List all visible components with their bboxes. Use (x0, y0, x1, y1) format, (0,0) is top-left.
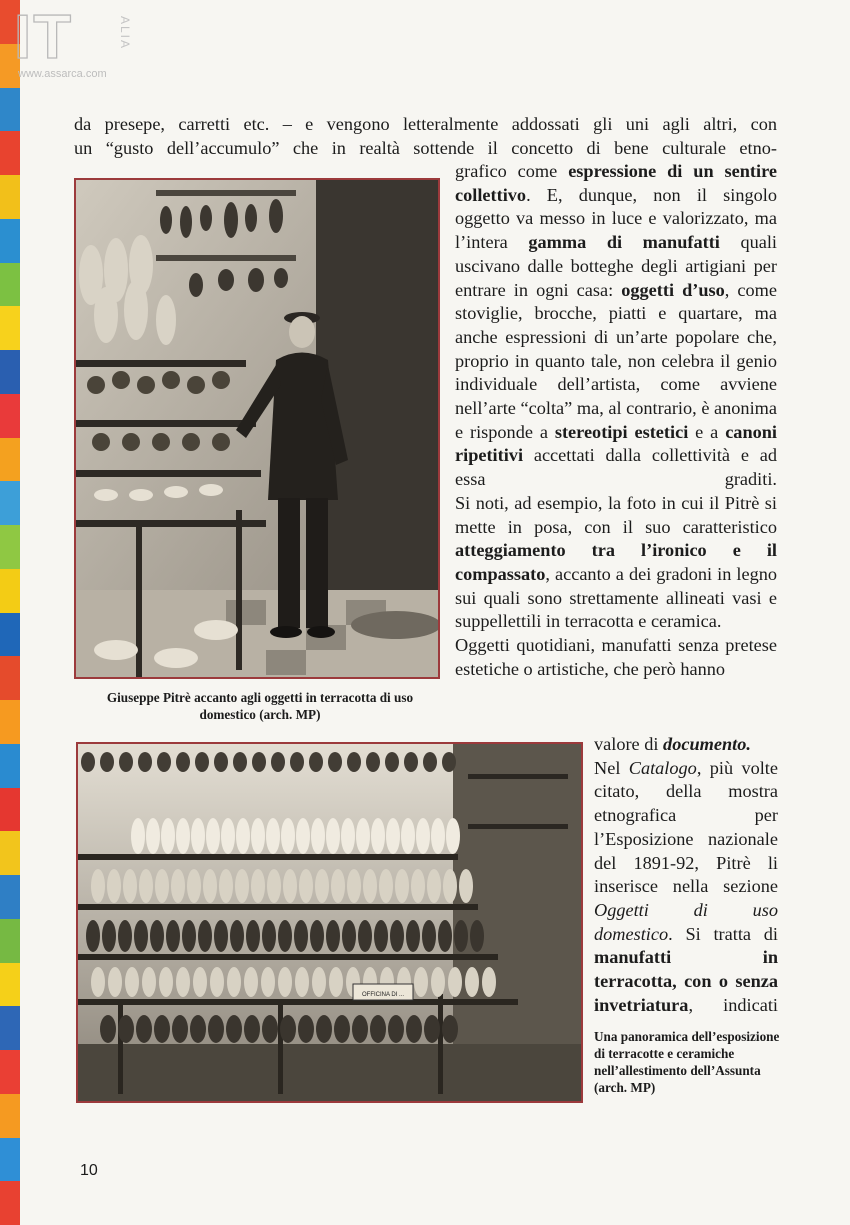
jug-shape (296, 818, 310, 854)
jug-shape (244, 967, 258, 997)
jug-shape (139, 869, 153, 903)
jug-shape (230, 920, 244, 952)
paragraph (455, 160, 777, 492)
paragraph (594, 733, 778, 757)
jug-shape (193, 967, 207, 997)
jug-shape (411, 869, 425, 903)
jug-shape (443, 869, 457, 903)
jug-shape (119, 752, 133, 772)
logo-url: www.assarca.com (18, 68, 107, 80)
jug-shape (470, 920, 484, 952)
paragraph-line: un “gusto dell’accumulo” che in realtà sottende il concetto di bene culturale etno- (74, 137, 777, 158)
jug-shape (208, 1015, 224, 1043)
jug-shape (401, 818, 415, 854)
jug-shape (251, 818, 265, 854)
jug-shape (482, 967, 496, 997)
jug-shape (100, 752, 114, 772)
site-logo[interactable] (14, 3, 132, 82)
jug-shape (423, 752, 437, 772)
jug-shape (176, 967, 190, 997)
jug-shape (210, 967, 224, 997)
jug-shape (358, 920, 372, 952)
color-strip-segment (0, 1094, 20, 1138)
jug-shape (299, 869, 313, 903)
text-block-right-column (455, 160, 777, 681)
color-strip-segment (0, 219, 20, 263)
jug-shape (326, 818, 340, 854)
jug-shape (416, 818, 430, 854)
jug-shape (155, 869, 169, 903)
jug-shape (278, 967, 292, 997)
bold-text: manufatti in terracotta, con o senza invetriatura (594, 947, 778, 1015)
jug-shape (386, 818, 400, 854)
paragraph (455, 492, 777, 634)
color-strip-segment (0, 963, 20, 1007)
text-run: e a (688, 421, 726, 442)
jug-shape (295, 967, 309, 997)
jug-shape (379, 869, 393, 903)
jug-shape (334, 1015, 350, 1043)
jug-shape (267, 869, 281, 903)
jug-shape (246, 920, 260, 952)
jug-shape (138, 752, 152, 772)
color-strip-segment (0, 175, 20, 219)
jug-shape (262, 920, 276, 952)
italic-text: Oggetti di uso domestico (594, 899, 778, 944)
jug-shape (404, 752, 418, 772)
jug-shape (172, 1015, 188, 1043)
text-run: grafico come (455, 161, 569, 181)
color-strip-segment (0, 525, 20, 569)
jug-shape (150, 920, 164, 952)
bold-text: gamma di manufatti (528, 232, 720, 253)
jug-shape (261, 967, 275, 997)
text-run: Si noti, ad esempio, la foto in cui il Pitrè si mette in posa, con il suo caratteristico (455, 492, 777, 537)
jug-shape (315, 869, 329, 903)
jug-shape (370, 1015, 386, 1043)
color-strip-segment (0, 1006, 20, 1050)
color-strip-segment (0, 875, 20, 919)
jug-shape (388, 1015, 404, 1043)
jug-shape (347, 869, 361, 903)
color-strip-segment (0, 88, 20, 132)
jug-shape (91, 967, 105, 997)
jug-shape (182, 920, 196, 952)
color-strip-segment (0, 919, 20, 963)
color-strip-segment (0, 306, 20, 350)
color-strip-segment (0, 700, 20, 744)
color-strip (0, 0, 20, 1225)
jug-shape (219, 869, 233, 903)
text-block-bottom-right (594, 733, 778, 1017)
color-strip-segment (0, 1138, 20, 1182)
jug-shape (100, 1015, 116, 1043)
jug-shape (107, 869, 121, 903)
jug-shape (244, 1015, 260, 1043)
jug-shape (342, 920, 356, 952)
jug-shape (271, 752, 285, 772)
text-run: quali uscivano dalle botteghe degli artigiani per entrare in ogni casa: (455, 232, 777, 300)
photo-illustration (76, 180, 438, 677)
jug-shape (431, 818, 445, 854)
jug-shape (154, 1015, 170, 1043)
bold-text: atteggiamento tra l’ironico e il compassato (455, 540, 777, 584)
jug-shape (108, 967, 122, 997)
jug-shape (395, 869, 409, 903)
jug-shape (221, 818, 235, 854)
jug-shape (371, 818, 385, 854)
text-run: . Si tratta di (668, 923, 778, 944)
color-strip-segment (0, 744, 20, 788)
jug-shape (448, 967, 462, 997)
jug-shape (280, 1015, 296, 1043)
jug-shape (341, 818, 355, 854)
italic-text: Catalogo (628, 757, 697, 778)
jug-shape (102, 920, 116, 952)
jug-shape (424, 1015, 440, 1043)
text-run: accettati dalla collettività e ad essa graditi. (455, 445, 777, 490)
paragraph (455, 634, 777, 681)
photo-caption: Giuseppe Pitrè accanto agli oggetti in terracotta di uso domestico (arch. MP) (106, 690, 414, 722)
jug-shape (309, 752, 323, 772)
jug-shape (311, 818, 325, 854)
paragraph-line: da presepe, carretti etc. – e vengono letteralmente addossati gli uni agli altri, con (74, 114, 777, 134)
jug-shape (176, 818, 190, 854)
photo-pitre-terracotta (74, 178, 440, 679)
jug-shape (233, 752, 247, 772)
jug-shape (86, 920, 100, 952)
jug-shape (283, 869, 297, 903)
jug-shape (347, 752, 361, 772)
jug-shape (326, 920, 340, 952)
jug-shape (191, 818, 205, 854)
jug-shape (187, 869, 201, 903)
jug-shape (214, 920, 228, 952)
jug-shape (465, 967, 479, 997)
text-run: Nel (594, 757, 629, 778)
photo-caption: Una panoramica dell’esposizione di terracotte e ceramiche nell’allestimento dell’Assunta (arch. MP) (594, 1029, 780, 1095)
jug-shape (203, 869, 217, 903)
jug-shape (131, 818, 145, 854)
jug-shape (390, 920, 404, 952)
photo-illustration (78, 744, 581, 1101)
color-strip-segment (0, 438, 20, 482)
jug-shape (281, 818, 295, 854)
jug-shape (414, 967, 428, 997)
jug-shape (454, 920, 468, 952)
jug-shape (427, 869, 441, 903)
text-run: valore di (594, 734, 664, 754)
jug-shape (329, 967, 343, 997)
jug-shape (159, 967, 173, 997)
bold-text: espressione di un sentire collettivo (455, 161, 777, 205)
jug-shape (356, 818, 370, 854)
exhibit-label: OFFICINA DI ... (361, 992, 405, 998)
color-strip-segment (0, 613, 20, 657)
color-strip-segment (0, 263, 20, 307)
jug-shape (298, 1015, 314, 1043)
color-strip-segment (0, 394, 20, 438)
color-strip-segment (0, 569, 20, 613)
jug-shape (142, 967, 156, 997)
jug-shape (118, 920, 132, 952)
jug-shape (438, 920, 452, 952)
jug-shape (146, 818, 160, 854)
jug-shape (226, 1015, 242, 1043)
jug-shape (195, 752, 209, 772)
color-strip-segment (0, 656, 20, 700)
color-strip-segment (0, 1181, 20, 1225)
jug-shape (366, 752, 380, 772)
color-strip-segment (0, 831, 20, 875)
jug-shape (118, 1015, 134, 1043)
bold-text: canoni ripetitivi (455, 421, 777, 466)
jug-shape (235, 869, 249, 903)
jug-shape (227, 967, 241, 997)
jug-shape (374, 920, 388, 952)
jug-shape (294, 920, 308, 952)
text-run: , come stoviglie, brocche, piatti e quartare, ma anche espressioni di un’arte popolare che, proprio in quanto tale, non celebra il genio individuale dell’artista, come avviene nell’arte “colta” ma, al contrario, è anonima e risponde a (455, 279, 777, 442)
jug-shape (136, 1015, 152, 1043)
text-run: , accanto a dei gradoni in legno sui quali sono strettamente allineati vasi e suppellettili in terracotta e ceramica. (455, 563, 777, 632)
logo-letters: IT (14, 3, 74, 72)
jug-shape (81, 752, 95, 772)
jug-shape (198, 920, 212, 952)
jug-shape (331, 869, 345, 903)
jug-shape (125, 967, 139, 997)
photo-exhibition-panorama (76, 742, 583, 1103)
jug-shape (422, 920, 436, 952)
jug-shape (157, 752, 171, 772)
jug-shape (91, 869, 105, 903)
jug-shape (316, 1015, 332, 1043)
jug-shape (190, 1015, 206, 1043)
jug-shape (385, 752, 399, 772)
color-strip-segment (0, 481, 20, 525)
text-run: , indicati (688, 994, 778, 1015)
jug-shape (176, 752, 190, 772)
jug-shape (166, 920, 180, 952)
bold-text: stereotipi estetici (554, 421, 689, 442)
paragraph (594, 757, 778, 1018)
text-run: , più volte citato, della mostra etnografica per l’Esposizione nazionale del 1891-92, Pitrè li inserisce nella sezione (594, 757, 778, 897)
jug-shape (442, 1015, 458, 1043)
jug-shape (134, 920, 148, 952)
jug-shape (446, 818, 460, 854)
jug-shape (123, 869, 137, 903)
jug-shape (431, 967, 445, 997)
color-strip-segment (0, 1050, 20, 1094)
jug-shape (290, 752, 304, 772)
jug-shape (352, 1015, 368, 1043)
jug-shape (310, 920, 324, 952)
jug-shape (236, 818, 250, 854)
jug-shape (328, 752, 342, 772)
color-strip-segment (0, 788, 20, 832)
logo-vertical-text: ALIA (118, 16, 132, 51)
text-run: Oggetti quotidiani, manufatti senza pretese estetiche o artistiche, che però hanno (455, 635, 777, 679)
jug-shape (266, 818, 280, 854)
jug-shape (278, 920, 292, 952)
jug-shape (262, 1015, 278, 1043)
jug-shape (161, 818, 175, 854)
text-run: . E, dunque, non il singolo oggetto va messo in luce e valorizzato, ma l’intera (455, 184, 777, 253)
text-block-top (74, 113, 777, 160)
jug-shape (206, 818, 220, 854)
jug-shape (171, 869, 185, 903)
color-strip-segment (0, 131, 20, 175)
jug-shape (363, 869, 377, 903)
jug-shape (251, 869, 265, 903)
jug-shape (252, 752, 266, 772)
jug-shape (406, 1015, 422, 1043)
jug-shape (459, 869, 473, 903)
page-number: 10 (80, 1162, 98, 1179)
jug-shape (442, 752, 456, 772)
jug-shape (406, 920, 420, 952)
bold-italic-text: documento. (663, 734, 751, 754)
jug-shape (312, 967, 326, 997)
color-strip-segment (0, 350, 20, 394)
bold-text: oggetti d’uso (621, 279, 725, 300)
jug-shape (214, 752, 228, 772)
